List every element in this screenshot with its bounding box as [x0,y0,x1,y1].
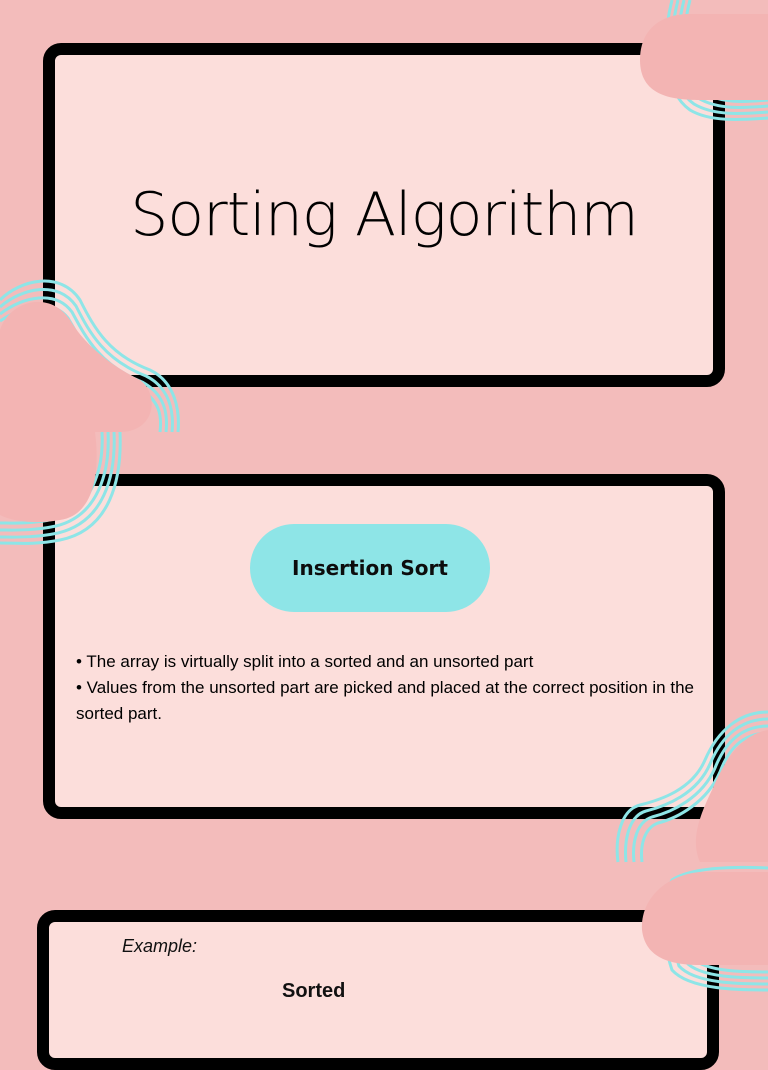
example-label: Example: [122,936,198,956]
bullet-list [76,649,706,727]
bullet-item: • Values from the unsorted part are picked and placed at the correct position in the sorted part. [76,678,694,723]
insertion-sort-card [43,474,725,819]
page-title: Sorting Algorithm [130,180,638,250]
example-card [37,910,719,1070]
insertion-sort-pill: Insertion Sort [250,524,490,612]
sorted-label: Sorted [282,980,346,1002]
bullet-item: • The array is virtually split into a sorted and an unsorted part [76,652,534,671]
title-card [43,43,725,387]
